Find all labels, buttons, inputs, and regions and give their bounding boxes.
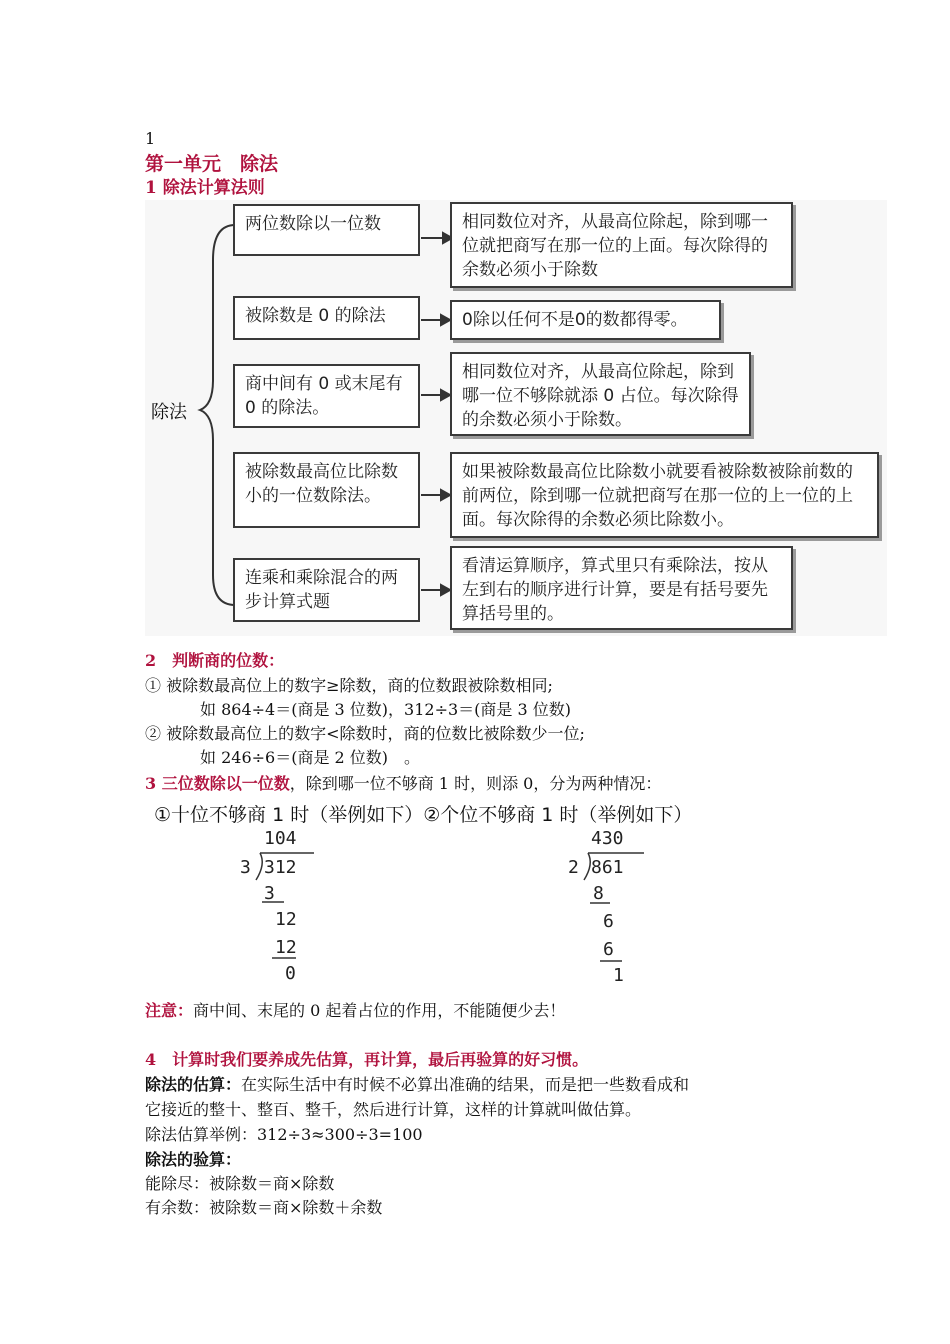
section2-example2: 如 246÷6＝(商是 2 位数) 。 [200, 748, 421, 767]
estimate-text2: 它接近的整十、整百、整千，然后进行计算，这样的计算就叫做估算。 [145, 1100, 642, 1119]
estimate-text1: 在实际生活中有时候不必算出准确的结果，而是把一些数看成和 [241, 1075, 690, 1094]
estimate-label: 除法的估算： [145, 1075, 242, 1094]
section3-title-rest: ，除到哪一位不够商 1 时，则添 0，分为两种情况： [289, 774, 662, 793]
example-a-division-lines [248, 850, 318, 980]
section2-title: 2 判断商的位数： [145, 651, 285, 670]
example-a-dividend: 312 [264, 857, 297, 878]
rule-description-3: 相同数位对齐，从最高位除起，除到哪一位不够除就添 0 占位。每次除得的余数必须小于除数。 [450, 352, 751, 436]
example-a-step-4: 0 [285, 963, 296, 984]
rule-description-4: 如果被除数最高位比除数小就要看被除数被除前数的前两位，除到哪一位就把商写在那一位的上一位的上面。每次除得的余数必须比除数小。 [450, 452, 879, 538]
estimate-paragraph-line1 [145, 1074, 689, 1096]
rule-description-2: 0除以任何不是0的数都得零。 [450, 300, 721, 340]
example-a-quotient: 104 [264, 828, 297, 849]
example-a-step-1: 3 [264, 883, 275, 904]
check-label: 除法的验算： [145, 1150, 242, 1169]
rule-description-1: 相同数位对齐，从最高位除起，除到哪一位就把商写在那一位的上面。每次除得的余数必须小于除数 [450, 202, 793, 288]
notice-text: 商中间、末尾的 0 起着占位的作用，不能随便少去！ [193, 1001, 566, 1020]
notice [145, 1000, 565, 1022]
section4-title: 4 计算时我们要养成先估算，再计算，最后再验算的好习惯。 [145, 1050, 589, 1069]
example-b-step-4: 1 [613, 965, 624, 986]
example-b-step-2: 6 [603, 911, 614, 932]
section2-rule1: ① 被除数最高位上的数字≥除数，商的位数跟被除数相同; [145, 676, 553, 695]
check-exact: 能除尽：被除数＝商×除数 [145, 1174, 335, 1193]
section2-rule2: ② 被除数最高位上的数字<除数时，商的位数比被除数少一位; [145, 724, 585, 743]
unit-title: 第一单元 除法 [145, 153, 279, 175]
section1-title: 1 除法计算法则 [145, 178, 265, 198]
check-remainder: 有余数：被除数＝商×除数＋余数 [145, 1198, 383, 1217]
example-b-divisor: 2 [568, 857, 579, 878]
section3-heading [145, 773, 661, 795]
rule-condition-3: 商中间有 0 或末尾有 0 的除法。 [233, 364, 420, 428]
section3-title: 3 三位数除以一位数 [145, 774, 290, 793]
example-a-divisor: 3 [240, 857, 251, 878]
page-number: 1 [145, 129, 156, 148]
example-a-step-3: 12 [275, 937, 297, 958]
example-b-dividend: 861 [591, 857, 624, 878]
diagram-root-label: 除法 [151, 402, 187, 423]
rule-condition-1: 两位数除以一位数 [233, 204, 420, 256]
example-b-step-3: 6 [603, 939, 614, 960]
rule-description-5: 看清运算顺序，算式里只有乘除法，按从左到右的顺序进行计算，要是有括号要先算括号里的。 [450, 546, 793, 630]
example-b-division-lines [576, 850, 651, 980]
section3-case-heading: ①十位不够商 1 时（举例如下）②个位不够商 1 时（举例如下） [154, 804, 693, 826]
notice-label: 注意： [145, 1001, 194, 1020]
rule-condition-4: 被除数最高位比除数小的一位数除法。 [233, 452, 420, 528]
rule-condition-2: 被除数是 0 的除法 [233, 296, 420, 340]
example-b-quotient: 430 [591, 828, 624, 849]
section2-example1: 如 864÷4＝(商是 3 位数)，312÷3＝(商是 3 位数) [200, 700, 572, 719]
example-b-step-1: 8 [593, 883, 604, 904]
example-a-step-2: 12 [275, 909, 297, 930]
rule-condition-5: 连乘和乘除混合的两步计算式题 [233, 558, 420, 622]
estimate-example: 除法估算举例：312÷3≈300÷3=100 [145, 1125, 423, 1144]
